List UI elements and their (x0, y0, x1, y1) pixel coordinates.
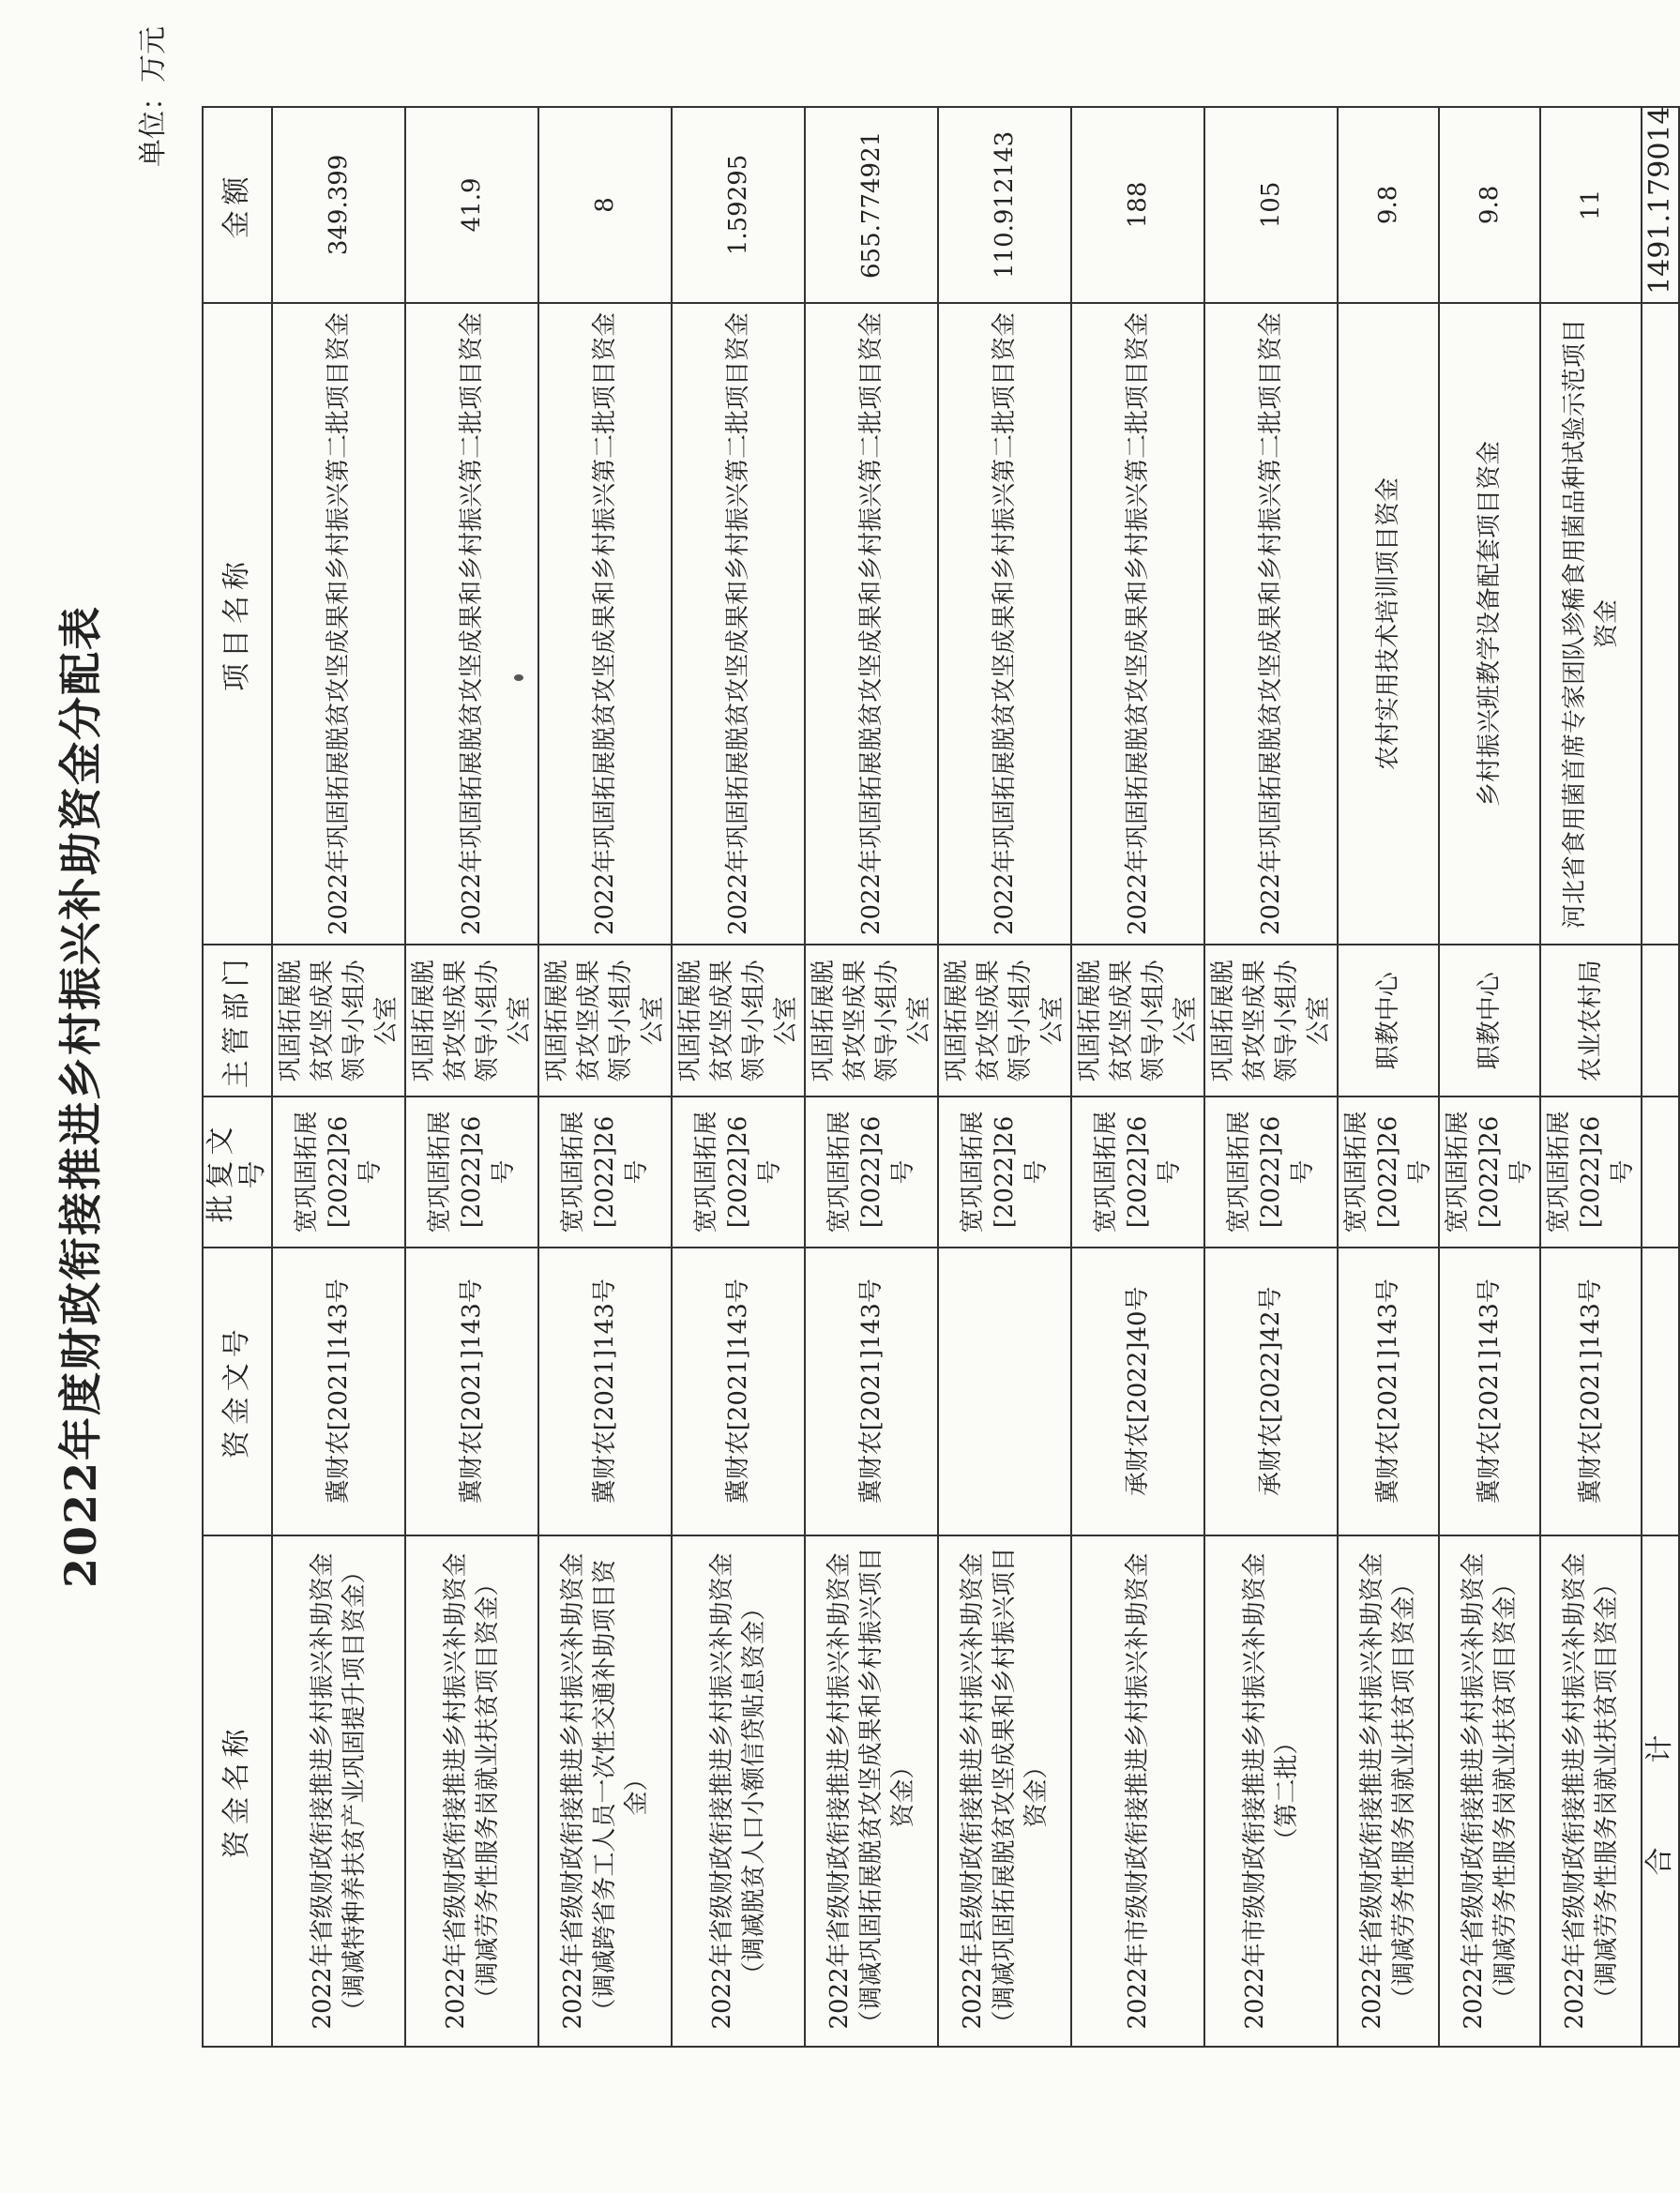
fund-doc-cell: 冀财农[2021]143号 (272, 1248, 405, 1535)
table-row (538, 107, 672, 2047)
header-department: 主管部门 (203, 945, 272, 1096)
project-name-cell: 2022年巩固拓展脱贫攻坚成果和乡村振兴第二批项目资金 (938, 303, 1071, 945)
amount-cell: 188 (1071, 107, 1204, 303)
project-name-cell: 2022年巩固拓展脱贫攻坚成果和乡村振兴第二批项目资金 (272, 303, 405, 945)
approval-doc-cell: 宽巩固拓展[2022]26号 (805, 1096, 938, 1247)
fund-doc-cell: 冀财农[2021]143号 (805, 1248, 938, 1535)
fund-doc-cell: 冀财农[2021]143号 (405, 1248, 538, 1535)
project-name-cell: 2022年巩固拓展脱贫攻坚成果和乡村振兴第二批项目资金 (405, 303, 538, 945)
department-cell: 职教中心 (1439, 945, 1540, 1096)
table-row (272, 107, 405, 2047)
fund-name-cell: 2022年市级财政衔接推进乡村振兴补助资金（第二批） (1204, 1535, 1338, 2047)
total-row (1642, 107, 1679, 2047)
table-row (805, 107, 938, 2047)
project-name-cell: 乡村振兴班教学设备配套项目资金 (1439, 303, 1540, 945)
project-name-cell: 2022年巩固拓展脱贫攻坚成果和乡村振兴第二批项目资金 (805, 303, 938, 945)
table-row (1338, 107, 1439, 2047)
table-row (405, 107, 538, 2047)
department-cell: 巩固拓展脱贫攻坚成果领导小组办公室 (538, 945, 672, 1096)
page-title: 2022年度财政衔接推进乡村振兴补助资金分配表 (55, 604, 106, 1589)
approval-doc-cell: 宽巩固拓展[2022]26号 (1439, 1096, 1540, 1247)
total-empty-cell (1642, 1248, 1679, 1535)
approval-doc-cell: 宽巩固拓展[2022]26号 (672, 1096, 805, 1247)
total-label: 合 计 (1642, 1535, 1679, 2047)
department-cell: 巩固拓展脱贫攻坚成果领导小组办公室 (272, 945, 405, 1096)
table-header-row (203, 107, 272, 2047)
department-cell: 巩固拓展脱贫攻坚成果领导小组办公室 (805, 945, 938, 1096)
fund-doc-cell: 冀财农[2021]143号 (538, 1248, 672, 1535)
approval-doc-cell: 宽巩固拓展[2022]26号 (938, 1096, 1071, 1247)
approval-doc-cell: 宽巩固拓展[2022]26号 (1540, 1096, 1642, 1247)
amount-cell: 655.774921 (805, 107, 938, 303)
table-row (1204, 107, 1338, 2047)
fund-name-cell: 2022年县级财政衔接推进乡村振兴补助资金（调减巩固拓展脱贫攻坚成果和乡村振兴项目资金） (938, 1535, 1071, 2047)
project-name-cell: 2022年巩固拓展脱贫攻坚成果和乡村振兴第二批项目资金 (538, 303, 672, 945)
fund-doc-cell: 冀财农[2021]143号 (1439, 1248, 1540, 1535)
project-name-cell: 河北省食用菌首席专家团队珍稀食用菌品种试验示范项目资金 (1540, 303, 1642, 945)
scan-speck (514, 674, 523, 681)
table-row (1439, 107, 1540, 2047)
fund-doc-cell (938, 1248, 1071, 1535)
total-amount: 1491.179014 (1642, 107, 1679, 303)
allocation-table (202, 106, 1680, 2048)
fund-doc-cell: 承财农[2022]42号 (1204, 1248, 1338, 1535)
total-empty-cell (1642, 303, 1679, 945)
table-row (1071, 107, 1204, 2047)
department-cell: 巩固拓展脱贫攻坚成果领导小组办公室 (1204, 945, 1338, 1096)
fund-doc-cell: 冀财农[2021]143号 (1540, 1248, 1642, 1535)
approval-doc-cell: 宽巩固拓展[2022]26号 (1071, 1096, 1204, 1247)
fund-name-cell: 2022年省级财政衔接推进乡村振兴补助资金（调减巩固拓展脱贫攻坚成果和乡村振兴项目资金） (805, 1535, 938, 2047)
amount-cell: 41.9 (405, 107, 538, 303)
header-fund-doc: 资金文号 (203, 1248, 272, 1535)
header-project-name: 项目名称 (203, 303, 272, 945)
table-row (1540, 107, 1642, 2047)
unit-label: 单位：万元 (137, 26, 170, 167)
approval-doc-cell: 宽巩固拓展[2022]26号 (405, 1096, 538, 1247)
fund-name-cell: 2022年省级财政衔接推进乡村振兴补助资金（调减跨省务工人员一次性交通补助项目资金） (538, 1535, 672, 2047)
fund-doc-cell: 冀财农[2021]143号 (672, 1248, 805, 1535)
table-row (938, 107, 1071, 2047)
amount-cell: 9.8 (1439, 107, 1540, 303)
fund-name-cell: 2022年省级财政衔接推进乡村振兴补助资金（调减特种养扶贫产业巩固提升项目资金） (272, 1535, 405, 2047)
amount-cell: 11 (1540, 107, 1642, 303)
fund-doc-cell: 冀财农[2021]143号 (1338, 1248, 1439, 1535)
department-cell: 农业农村局 (1540, 945, 1642, 1096)
project-name-cell: 2022年巩固拓展脱贫攻坚成果和乡村振兴第二批项目资金 (1204, 303, 1338, 945)
amount-cell: 9.8 (1338, 107, 1439, 303)
total-empty-cell (1642, 1096, 1679, 1247)
header-amount: 金额 (203, 107, 272, 303)
header-fund-name: 资金名称 (203, 1535, 272, 2047)
amount-cell: 110.912143 (938, 107, 1071, 303)
approval-doc-cell: 宽巩固拓展[2022]26号 (272, 1096, 405, 1247)
approval-doc-cell: 宽巩固拓展[2022]26号 (1204, 1096, 1338, 1247)
header-approval-doc: 批复文号 (203, 1096, 272, 1247)
amount-cell: 8 (538, 107, 672, 303)
department-cell: 巩固拓展脱贫攻坚成果领导小组办公室 (938, 945, 1071, 1096)
amount-cell: 349.399 (272, 107, 405, 303)
fund-doc-cell: 承财农[2022]40号 (1071, 1248, 1204, 1535)
approval-doc-cell: 宽巩固拓展[2022]26号 (538, 1096, 672, 1247)
project-name-cell: 2022年巩固拓展脱贫攻坚成果和乡村振兴第二批项目资金 (1071, 303, 1204, 945)
fund-name-cell: 2022年省级财政衔接推进乡村振兴补助资金（调减劳务性服务岗就业扶贫项目资金） (1540, 1535, 1642, 2047)
table-row (672, 107, 805, 2047)
fund-name-cell: 2022年省级财政衔接推进乡村振兴补助资金（调减脱贫人口小额信贷贴息资金） (672, 1535, 805, 2047)
department-cell: 巩固拓展脱贫攻坚成果领导小组办公室 (405, 945, 538, 1096)
fund-name-cell: 2022年省级财政衔接推进乡村振兴补助资金（调减劳务性服务岗就业扶贫项目资金） (1338, 1535, 1439, 2047)
amount-cell: 1.59295 (672, 107, 805, 303)
total-empty-cell (1642, 945, 1679, 1096)
amount-cell: 105 (1204, 107, 1338, 303)
fund-name-cell: 2022年市级财政衔接推进乡村振兴补助资金 (1071, 1535, 1204, 2047)
approval-doc-cell: 宽巩固拓展[2022]26号 (1338, 1096, 1439, 1247)
department-cell: 巩固拓展脱贫攻坚成果领导小组办公室 (1071, 945, 1204, 1096)
project-name-cell: 农村实用技术培训项目资金 (1338, 303, 1439, 945)
fund-name-cell: 2022年省级财政衔接推进乡村振兴补助资金（调减劳务性服务岗就业扶贫项目资金） (1439, 1535, 1540, 2047)
project-name-cell: 2022年巩固拓展脱贫攻坚成果和乡村振兴第二批项目资金 (672, 303, 805, 945)
fund-name-cell: 2022年省级财政衔接推进乡村振兴补助资金（调减劳务性服务岗就业扶贫项目资金） (405, 1535, 538, 2047)
department-cell: 巩固拓展脱贫攻坚成果领导小组办公室 (672, 945, 805, 1096)
department-cell: 职教中心 (1338, 945, 1439, 1096)
